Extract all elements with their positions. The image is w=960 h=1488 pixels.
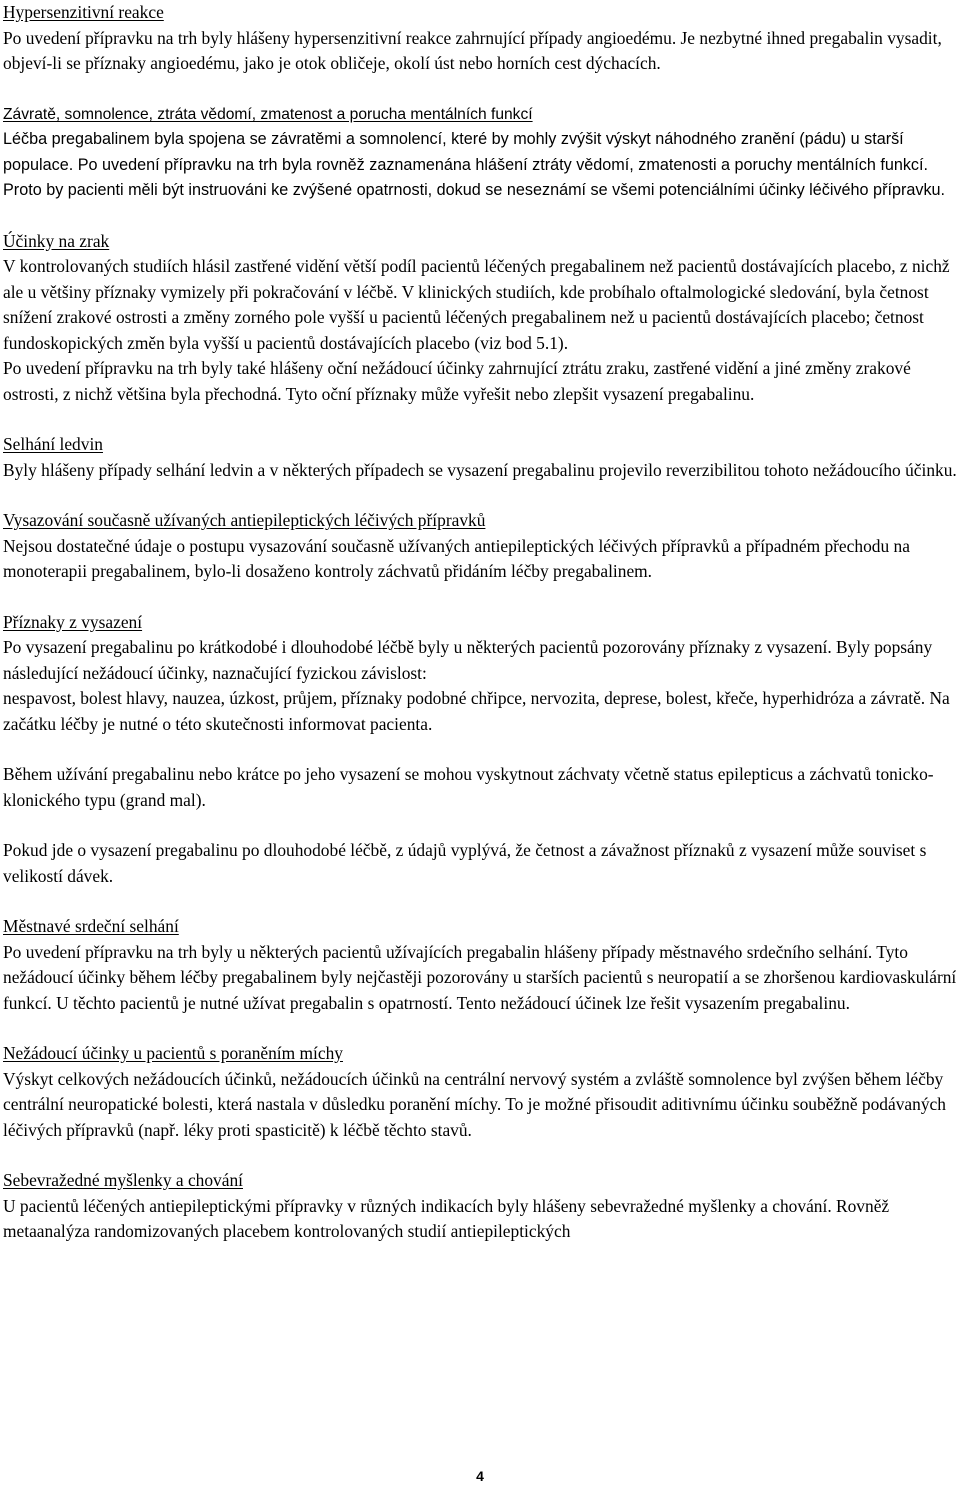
section-heading: Sebevražedné myšlenky a chování	[3, 1170, 243, 1190]
section-paragraph: Pokud jde o vysazení pregabalinu po dlouhodobé léčbě, z údajů vyplývá, že četnost a závažnost příznaků z vysazení může souviset s velikostí dávek.	[3, 840, 927, 886]
section-withdrawal-dose	[3, 838, 957, 889]
section-paragraph: Výskyt celkových nežádoucích účinků, nežádoucích účinků na centrální nervový systém a zvláště somnolence byl zvýšen během léčby centrální neuropatické bolesti, která nastala v důsledku poranění míchy. To je možné přisoudit aditivnímu účinku souběžně podávaných léčivých přípravků (např. léky proti spasticitě) k léčbě těchto stavů.	[3, 1068, 946, 1140]
section-paragraph: Po uvedení přípravku na trh byly také hlášeny oční nežádoucí účinky zahrnující ztrátu zraku, zastřené vidění a jiné změny zrakové ostrosti, z nichž většina byla přechodná. Tyto oční příznaky může vyřešit nebo zlepšit vysazení pregabalinu.	[3, 358, 911, 404]
section-paragraph: Po uvedení přípravku na trh byly hlášeny hypersenzitivní reakce zahrnující případy angioedému. Je nezbytné ihned pregabalin vysadit, objeví-li se příznaky angioedému, jako je otok obličeje, okolí úst nebo horních cest dýchacích.	[3, 27, 942, 73]
section-withdrawal-aed	[3, 508, 957, 585]
section-paragraph: Po uvedení přípravku na trh byly u některých pacientů užívajících pregabalin hlášeny případy městnavého srdečního selhání. Tyto nežádoucí účinky během léčby pregabalinem byly nejčastěji pozorovány u starších pacientů s neuropatií a se zhoršenou kardiovaskulární funkcí. U těchto pacientů je nutné užívat pregabalin s opatrností. Tento nežádoucí účinek lze řešit vysazením pregabalinu.	[3, 941, 957, 1013]
paragraph-gap	[3, 585, 957, 610]
section-paragraph: nespavost, bolest hlavy, nauzea, úzkost, průjem, příznaky podobné chřipce, nervozita, deprese, bolest, křeče, hyperhidróza a závratě. Na začátku léčby je nutné o této skutečnosti informovat pacienta.	[3, 688, 950, 734]
document-page	[3, 0, 957, 1245]
page-number: 4	[476, 1468, 484, 1484]
section-heart-failure	[3, 914, 957, 1016]
section-renal-failure	[3, 432, 957, 483]
paragraph-gap	[3, 1143, 957, 1168]
section-paragraph: U pacientů léčených antiepileptickými přípravky v různých indikacích byly hlášeny sebevražedné myšlenky a chování. Rovněž metaanalýza randomizovaných placebem kontrolovaných studií antiepileptických	[3, 1195, 890, 1241]
paragraph-gap	[3, 813, 957, 838]
section-paragraph: Byly hlášeny případy selhání ledvin a v některých případech se vysazení pregabalinu projevilo reverzibilitou tohoto nežádoucího účinku.	[3, 459, 957, 480]
section-vision	[3, 229, 957, 408]
section-heading: Příznaky z vysazení	[3, 611, 143, 632]
section-heading: Závratě, somnolence, ztráta vědomí, zmatenost a porucha mentálních funkcí	[3, 105, 533, 123]
section-heading: Účinky na zrak	[3, 230, 110, 251]
section-paragraph: Léčba pregabalinem byla spojena se závratěmi a somnolencí, které by mohly zvýšit výskyt náhodného zranění (pádu) u starší populace. Po uvedení přípravku na trh byla rovněž zaznamenána hlášení ztráty vědomí, zmatenosti a poruchy mentálních funkcí. Proto by pacienti měli být instruováni ke zvýšené opatrnosti, dokud se neseznámí se všemi potenciálními účinky léčivého přípravku.	[3, 130, 946, 199]
section-heading: Selhání ledvin	[3, 434, 103, 454]
section-paragraph: V kontrolovaných studiích hlásil zastřené vidění větší podíl pacientů léčených pregabalinem než pacientů dostávajících placebo, z nichž ale u většiny příznaky vymizely při pokračování v léčbě. V klinických studiích, kde probíhalo oftalmologické sledování, byla četnost snížení zrakové ostrosti a změny zorného pole vyšší u pacientů léčených pregabalinem než u pacientů dostávajících placebo; četnost fundoskopických změn byla vyšší u pacientů dostávajících placebo (viz bod 5.1).	[3, 256, 950, 353]
paragraph-gap	[3, 1016, 957, 1041]
section-dizziness	[3, 102, 957, 204]
section-spinal-cord	[3, 1041, 957, 1143]
section-seizures	[3, 762, 957, 813]
section-withdrawal-symptoms	[3, 610, 957, 738]
section-hypersensitivity	[3, 0, 957, 77]
paragraph-gap	[3, 483, 957, 508]
section-suicidal-ideation	[3, 1168, 957, 1245]
paragraph-gap	[3, 737, 957, 762]
section-paragraph: Nejsou dostatečné údaje o postupu vysazování současně užívaných antiepileptických léčivých přípravků a případném přechodu na monoterapii pregabalinem, bylo-li dosaženo kontroly záchvatů přidáním léčby pregabalinem.	[3, 535, 910, 581]
section-heading: Hypersenzitivní reakce	[3, 2, 164, 22]
paragraph-gap	[3, 77, 957, 102]
section-heading: Vysazování současně užívaných antiepileptických léčivých přípravků	[3, 510, 486, 530]
section-heading: Nežádoucí účinky u pacientů s poraněním míchy	[3, 1043, 343, 1063]
section-paragraph: Po vysazení pregabalinu po krátkodobé i dlouhodobé léčbě byly u některých pacientů pozorovány příznaky z vysazení. Byly popsány následující nežádoucí účinky, naznačující fyzickou závislost:	[3, 637, 933, 683]
section-paragraph: Během užívání pregabalinu nebo krátce po jeho vysazení se mohou vyskytnout záchvaty včetně status epilepticus a záchvatů tonicko-klonického typu (grand mal).	[3, 764, 934, 810]
paragraph-gap	[3, 204, 957, 229]
paragraph-gap	[3, 407, 957, 432]
paragraph-gap	[3, 889, 957, 914]
section-heading: Městnavé srdeční selhání	[3, 916, 179, 936]
